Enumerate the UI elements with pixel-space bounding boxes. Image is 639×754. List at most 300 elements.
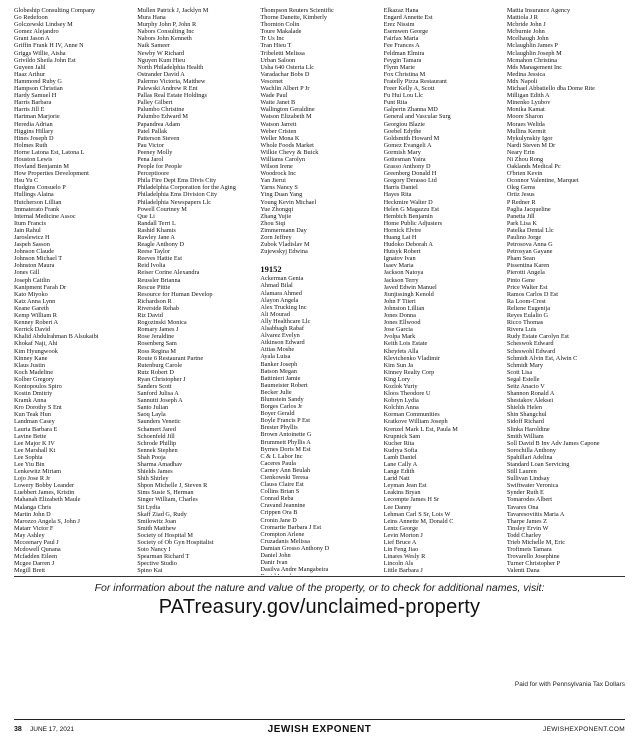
claimant-name: Usha 640 Osteria Llc — [260, 63, 315, 71]
claimant-name: Society of Hospital M — [137, 531, 193, 539]
claimant-name — [14, 575, 132, 576]
claimant-name: Hullings Alaina — [14, 191, 54, 199]
claimant-name: Jones Donna — [383, 312, 416, 320]
claimant-name: Cruzadanis Melissa — [260, 537, 310, 545]
claimant-name: Mcdowell Qunana — [14, 546, 61, 554]
claimant-name: Harris Jill E — [14, 106, 45, 114]
claimant-name: Mcgee Darren J — [14, 560, 55, 568]
claimant-name: Golczewski Lindsey M — [14, 21, 73, 29]
claimant-name: Spearman Richard T — [137, 553, 190, 561]
claimant-name: Neary Erin — [506, 148, 535, 156]
claimant-name: Griggs Willie, Aisha — [14, 49, 66, 57]
claimant-name: Spino Kai — [137, 567, 163, 575]
claimant-name: Reussler Brianna — [137, 276, 181, 284]
claimant-name: Marozzo Angela S, John J — [14, 517, 80, 525]
claimant-name: Ignatov Ivan — [383, 255, 416, 263]
claimant-name: Clauss Claire Est — [260, 481, 304, 489]
claimant-name: Route 6 Restaurant Partne — [137, 354, 204, 362]
claimant-name: Cienkowski Teresa — [260, 474, 309, 481]
claimant-name: Keith Lois Estate — [383, 340, 428, 348]
claimant-name: Kheyfets Alla — [383, 347, 419, 355]
claimant-name: Alvarez Evelyn — [260, 332, 300, 340]
claimant-name: Patterson Steven — [137, 134, 180, 142]
claimant-name: Nabors John Kenneth — [137, 35, 192, 43]
claimant-name: Monika Kamat — [506, 106, 545, 114]
claimant-name: Khalid Abdulrahman B Alsukaibi — [14, 333, 99, 341]
claimant-name: Park Lisa K — [506, 219, 537, 227]
claimant-name: Danir Ivan — [260, 559, 288, 567]
claimant-name: Griffin Frank H IV, Anne N — [14, 42, 84, 50]
claimant-name: Philadelphia Newspapers Llc — [137, 198, 211, 206]
claimant-name: May Ashley — [14, 531, 45, 539]
claimant-name: Schmidt Mary — [506, 361, 544, 369]
claimant-name: Zorn Jeffrey — [260, 234, 292, 241]
claimant-name: Shpon Michelle J, Steven R — [137, 482, 208, 490]
claimant-name: Sorochilla Anthony — [506, 446, 556, 454]
claimant-name: Newby W Richard — [137, 49, 185, 57]
claimant-name: Paglia Jacqueline — [506, 205, 551, 213]
claimant-name: Helen G Magazzu Est — [383, 205, 440, 213]
claimant-name: How Properties Development — [14, 170, 89, 178]
claimant-name: Mattiola J R — [506, 14, 538, 22]
claimant-name: Martin John D — [14, 510, 51, 518]
claimant-name: Scott Lisa — [506, 368, 533, 376]
claimant-name: Woodrock Inc — [260, 170, 297, 178]
claimant-name: Lincoln Als — [383, 560, 414, 568]
claimant-name: Sullivan Lindsay — [506, 475, 550, 483]
claimant-name: Mcmahon Christina — [506, 56, 558, 64]
claimant-name: Hutsyk Robert — [383, 248, 421, 256]
claimant-name: Gomez Evangeli A — [383, 141, 432, 149]
claimant-name: Huang Lai H — [383, 234, 417, 241]
claimant-name: Sidoff Richard — [506, 418, 544, 426]
claimant-name: Becker Julie — [260, 388, 292, 396]
claimant-name: Keane Gareth — [14, 304, 49, 312]
claimant-name: Rescue Pittie — [137, 283, 171, 291]
claimant-name: Lee Yiu Bin — [14, 461, 45, 468]
claimant-name: Brown Antoinette G — [260, 431, 312, 439]
claimant-name: Patel Pallak — [137, 127, 168, 135]
claimant-name: O'brien Kevin — [506, 170, 543, 178]
claimant-name: Alamara Ahmed — [260, 289, 302, 297]
claimant-name: Kobryn Lydia — [383, 397, 419, 405]
claimant-name: Watson Elizabeth M — [260, 113, 312, 121]
claimant-name: Johnson Claude — [14, 248, 55, 256]
claimant-name: Slinka Haroldine — [506, 425, 550, 433]
footer-rule — [14, 719, 625, 720]
claimant-name: Smith Matthew — [137, 524, 177, 532]
claimant-name: Tavaresoviitis Maria A — [506, 510, 565, 518]
claimant-name: Cravand Jeannine — [260, 502, 306, 510]
claimant-name: Segal Estelle — [506, 375, 540, 383]
claimant-name: Lange Edith — [383, 468, 415, 476]
claimant-name: Mcburnie John — [506, 28, 545, 36]
claimant-name: Kinney Realty Corp — [383, 368, 435, 376]
claimant-name: Petrosyan Gayane — [506, 248, 553, 256]
publication-name: JEWISH EXPONENT — [267, 724, 372, 735]
claimant-name: Jaspeh Sasson — [14, 241, 50, 249]
claimant-name: Thompson Reuters Scientific — [260, 7, 334, 14]
claimant-name: Lentz George — [383, 524, 418, 532]
claimant-name: Kostin Dmitriy — [14, 390, 53, 398]
claimant-name: Kemp William R — [14, 312, 58, 320]
claimant-name: Sanders Scott — [137, 382, 172, 390]
claimant-name: Santo Julian — [137, 404, 169, 412]
claimant-name: Nguyen Kum Hieu — [137, 56, 186, 64]
claimant-name: Tavares Ona — [506, 503, 539, 511]
claimant-name: Oconnor Valentine, Marquet — [506, 177, 579, 185]
claimant-name: Luebbert James, Kristin — [14, 489, 75, 497]
claimant-name: Internal Medicine Assoc — [14, 212, 76, 220]
claimant-name: Houston Lewis — [14, 155, 53, 163]
claimant-name: Singer William, Charles — [137, 496, 198, 504]
claimant-name: Mclaughlin Joseph M — [506, 49, 562, 57]
claimant-name: Sanford Julisa A — [137, 390, 179, 398]
claimant-name: Rutz Robert D — [137, 368, 174, 376]
claimant-name: Rivera Luis — [506, 326, 537, 334]
claimant-name: Schoenfeld Jill — [137, 432, 175, 440]
claimant-name: Brummett Phyllis A — [260, 438, 311, 446]
claimant-name: Sims Susie S, Herman — [137, 489, 194, 497]
claimant-name: Thorne Danette, Kimberly — [260, 14, 328, 22]
claimant-name: Young Kevin Michael — [260, 198, 317, 206]
claimant-name: Javed Edwin Manuel — [383, 283, 437, 291]
claimant-name: Baumeister Robert — [260, 381, 308, 389]
claimant-name: Khokaf Naji, Ahi — [14, 340, 58, 348]
claimant-name: Georgiou Blazie — [383, 120, 425, 128]
claimant-name: Greenberg Donald H — [383, 170, 437, 178]
claimant-name: Williams Carolyn — [260, 155, 306, 163]
claimant-name: Ackerman Genia — [260, 275, 304, 283]
treasury-url-link[interactable]: PATreasury.gov/unclaimed-property — [158, 596, 481, 618]
claimant-name: Rosenberg Sam — [137, 340, 177, 348]
claimant-name: Kozlok Yuriy — [383, 382, 418, 390]
claimant-name: Katz Anna Lynn — [14, 297, 56, 305]
claimant-name: Hembich Benjamin — [383, 212, 433, 220]
claimant-name: Funt Rita — [383, 99, 408, 107]
issue-date: JUNE 17, 2021 — [30, 726, 75, 733]
claimant-name: Kolber Gregory — [14, 375, 55, 383]
claimant-name: Ortiz Jesus — [506, 191, 535, 199]
info-text: For information about the nature and value of the property, or to check for additional names, visit: — [94, 582, 545, 594]
claimant-name: Lee Danny — [383, 503, 412, 511]
claimant-name: Rawley Jane A — [137, 234, 175, 241]
claimant-name: Boyer Gerald — [260, 410, 295, 418]
claimant-name: Batson Megan — [260, 367, 297, 375]
claimant-name: Mullins Kermit — [506, 127, 546, 135]
claimant-name: Feygin Tamara — [383, 56, 422, 64]
claimant-name: Trieb Michelle M, Eric — [506, 539, 565, 547]
claimant-name: Larid Natt — [383, 475, 410, 483]
claimant-name: Matarr Victor F — [14, 524, 54, 532]
claimant-name: Yue Zhongqi — [260, 205, 294, 213]
name-columns — [14, 7, 625, 575]
claimant-name: Zubok Vladislav M — [260, 241, 310, 249]
claimant-name: Michael Abbatiello dba Dome Rite — [506, 85, 595, 93]
claimant-name: Hudgins Consuelo P — [14, 184, 66, 192]
claimant-name: Shields James — [137, 468, 173, 476]
claimant-name: Swiftwater Veronica — [506, 482, 559, 490]
claimant-name: Waite Janet B — [260, 99, 296, 107]
claimant-name: Megill Brett — [14, 567, 45, 575]
claimant-name: Esemwen George — [383, 28, 429, 36]
claimant-name: Watson Jarrett — [260, 120, 297, 128]
claimant-name: Mura Hana — [137, 14, 166, 22]
claimant-name: Philadelphia Ems Division City — [137, 191, 218, 199]
claimant-name: Jose Garcia — [383, 326, 413, 334]
claimant-name: Kratkove William Joseph — [383, 418, 448, 426]
claimant-name: Panetta Jill — [506, 212, 535, 220]
claimant-name: Perceptioore — [137, 170, 170, 178]
claimant-name: Fratelly Pizza Restaurant — [383, 77, 447, 85]
claimant-name: Saoq Layla — [137, 411, 166, 419]
page-footer — [14, 724, 625, 740]
claimant-name: Grivildo Sheila John Est — [14, 56, 76, 64]
claimant-name: Higgins Hillary — [14, 127, 54, 135]
claimant-name — [260, 573, 378, 575]
claimant-name: Reagle Anthony D — [137, 241, 185, 249]
claimant-name: Valenti Dana — [506, 567, 540, 575]
claimant-name: Conrad Reba — [260, 495, 294, 503]
claimant-name: Grant Jason A — [14, 35, 50, 43]
claimant-name: Schamert Jared — [137, 425, 176, 433]
claimant-name: Holmes Ruth — [14, 141, 48, 149]
claimant-name: Shestakov Aleksei — [506, 397, 554, 405]
claimant-name: Galperin Zhanna MD — [383, 106, 438, 114]
claimant-name: Jones Ellwood — [383, 319, 421, 327]
claimant-name — [384, 575, 502, 576]
claimant-name: Rudy Estate Carolyn Est — [506, 333, 569, 341]
claimant-name: Rashid Khamis — [137, 226, 176, 234]
claimant-name: Krupnick Sam — [383, 432, 421, 440]
claimant-name: Trofimets Tamara — [506, 546, 552, 554]
claimant-name: Kro Dorothy S Ent — [14, 404, 62, 412]
claimant-name: Society of Ob Gyn Hospitalist — [137, 539, 214, 547]
spacer — [260, 255, 378, 262]
claimant-name: Lief Bruce A — [383, 539, 417, 547]
claimant-name: Synder Ruth E — [506, 489, 544, 497]
claimant-name: Murphy John P, John R — [137, 21, 197, 29]
column-3 — [260, 7, 378, 575]
claimant-name: Sit Lydia — [137, 503, 161, 511]
claimant-name: Ross Regina M — [137, 347, 177, 355]
claimant-name: Carney Ann Beulah — [260, 466, 311, 474]
claimant-name: King Lory — [383, 375, 411, 383]
claimant-name: Grasso Anthony D — [383, 163, 431, 171]
claimant-name: Hutcherson Lillian — [14, 198, 62, 206]
claimant-name: Klevichenko Vladimir — [383, 354, 440, 362]
claimant-name: Lee Marshall Kt — [14, 446, 56, 454]
claimant-name: Tribeletti Melissa — [260, 49, 305, 57]
claimant-name: Rose Jeraldine — [137, 333, 175, 341]
claimant-name: Todd Charley — [506, 531, 542, 539]
claimant-name: Goebel Edythe — [383, 127, 422, 135]
claimant-name: Hudoko Deborah A — [383, 241, 433, 249]
claimant-name: Thornton Colin — [260, 21, 300, 29]
column-2 — [137, 7, 255, 575]
claimant-name: Leins Annette M, Donald C — [383, 517, 454, 525]
claimant-name: Kinney Kane — [14, 354, 48, 362]
claimant-name: Kato Miyoko — [14, 290, 48, 298]
claimant-name: Ramos Carlos D Est — [506, 290, 559, 298]
claimant-name: Gottesman Yaira — [383, 155, 426, 163]
claimant-name: Varadachar Bobs D — [260, 70, 310, 78]
claimant-name: Ryan Christopher J — [137, 375, 186, 383]
claimant-name: Moore Sharon — [506, 113, 544, 121]
claimant-name: Spahillari Adelina — [506, 453, 553, 461]
claimant-name: Palumbo Edward M — [137, 113, 188, 121]
claimant-name: Mdx Napoli — [506, 77, 538, 85]
claimant-name: Shih Shirley — [137, 475, 169, 483]
claimant-name: Battinieri Jamie — [260, 374, 301, 382]
claimant-name: Seitz Anacio V — [506, 382, 545, 390]
claimant-name: Oleg Gems — [506, 184, 536, 192]
claimant-name: Reese Taylor — [137, 248, 171, 256]
claimant-name: Leakins Bryan — [383, 489, 421, 497]
claimant-name: Kun Teak Hun — [14, 411, 51, 419]
claimant-name: Zimmermann Day — [260, 226, 307, 234]
claimant-name: Guyeen Jalil — [14, 63, 46, 71]
column-1 — [14, 7, 132, 575]
claimant-name: Lecompte James H Sr — [383, 496, 440, 504]
claimant-name — [507, 575, 625, 576]
claimant-name: Palumbo Christine — [137, 106, 185, 114]
claimant-name: Harris Daniel — [383, 184, 418, 192]
claimant-name: Mds Management Inc — [506, 63, 563, 71]
claimant-name: Nabors Consulting Inc — [137, 28, 195, 36]
claimant-name: Alayon Angela — [260, 296, 299, 304]
claimant-name: Shah Pooja — [137, 453, 166, 461]
claimant-name: Petrosova Anna G — [506, 241, 553, 249]
claimant-name: Powell Courtney M — [137, 205, 187, 213]
page-number: 38 — [14, 726, 22, 733]
claimant-name: Ally Healthcare Llc — [260, 317, 311, 325]
claimant-name: Ying Duan Yang — [260, 191, 303, 199]
claimant-name: Paulino Jorge — [506, 234, 542, 241]
claimant-name: Standard Loan Servicing — [506, 461, 570, 468]
claimant-name: Linares Wesly R — [383, 553, 426, 561]
claimant-name: Levin Morton J — [383, 531, 423, 539]
claimant-name: Resource for Human Develop — [137, 290, 213, 298]
claimant-name: Naik Sameer — [137, 42, 170, 50]
claimant-name: Mcbride John J — [506, 21, 546, 29]
claimant-name: Blumstein Sandy — [260, 395, 304, 403]
claimant-name: Ayala Luisa — [260, 353, 291, 361]
claimant-name: Soll David B Inv Adv James Capone — [506, 439, 600, 447]
claimant-name: Weber Cristen — [260, 127, 297, 135]
claimant-name: Mcceenary Paul J — [14, 539, 59, 547]
claimant-name: Damian Grosso Anthony D — [260, 544, 330, 552]
claimant-name: Saunders Venetic — [137, 418, 181, 426]
claimant-name: Wilkie Chevy & Buick — [260, 148, 319, 156]
claimant-name: Wachlin Albert P Jr — [260, 85, 310, 93]
claimant-name: Mullen Patrick J, Jacklyn M — [137, 7, 209, 14]
claimant-name: Jones Gill — [14, 269, 40, 277]
claimant-name: People for People — [137, 163, 182, 171]
claimant-name: Tharpe James Z — [506, 517, 548, 525]
claimant-name: Medina Jessica — [506, 70, 546, 78]
claimant-name: Borges Carlos Jr — [260, 403, 303, 411]
claimant-name: Zhang Yujie — [260, 212, 292, 220]
claimant-name: Spective Studio — [137, 560, 177, 568]
claimant-name: Crompton Arlene — [260, 530, 305, 538]
claimant-name: Moraes Welida — [506, 120, 545, 128]
claimant-name: Ra Loom-Crest — [506, 297, 546, 305]
column-4 — [384, 7, 502, 575]
claimant-name: Palermo Victoria, Matthew — [137, 77, 206, 85]
claimant-name: Cronin Jane D — [260, 516, 297, 524]
claimant-name: Gregory Derasso Ltd — [383, 177, 437, 185]
claimant-name: Flynn Marie — [383, 63, 415, 71]
claimant-name: Still Lauren — [506, 468, 537, 476]
claimant-name: Kramk Anna — [14, 397, 47, 405]
claimant-name: Pham Sean — [506, 255, 535, 263]
claimant-name: Smith William — [506, 432, 544, 440]
claimant-name: Shannon Ronald A — [506, 390, 555, 398]
claimant-name: Elkazaz Hana — [383, 7, 419, 14]
claimant-name: Nardi Steven M Dr — [506, 141, 556, 149]
claimant-name: Tomarodes Albert — [506, 496, 553, 504]
claimant-name: Joseph Caitlin — [14, 276, 50, 284]
claimant-name: General and Vascular Surg — [383, 113, 451, 121]
claimant-name: Riz David — [137, 312, 163, 320]
claimant-name: Alsabbagh Rabaf — [260, 325, 304, 333]
claimant-name: Smilowitz Joan — [137, 517, 177, 525]
claimant-name: Wallington Geraldine — [260, 106, 315, 114]
claimant-name: Jackson Terry — [383, 276, 419, 284]
claimant-name: Milligan Edith A — [506, 92, 550, 100]
claimant-name: Toure Makalade — [260, 28, 302, 36]
claimant-name: Peeney Molly — [137, 148, 173, 156]
claimant-name: Crippen Ora B — [260, 509, 298, 517]
claimant-name: Koch Madeline — [14, 368, 53, 376]
claimant-name: Kloos Theodore U — [383, 390, 431, 398]
claimant-name: Ricco Thomas — [506, 319, 544, 327]
claimant-name: Sennek Stephen — [137, 446, 178, 454]
claimant-name: Daniel John — [260, 552, 291, 560]
claimant-name: Wade Paul — [260, 92, 288, 100]
website-link[interactable]: JEWISHEXPONENT.COM — [543, 726, 625, 733]
claimant-name: Reid Ivolia — [137, 262, 166, 270]
claimant-name: Richardson R — [137, 297, 172, 305]
claimant-name: Lane Cally A — [383, 461, 418, 468]
claimant-name: Schrode Phillip — [137, 439, 177, 447]
claimant-name: Turner Christopher P — [506, 560, 561, 568]
claimant-name: Zujewskyj Edwina — [260, 248, 308, 256]
claimant-name: Banker Joseph — [260, 360, 298, 368]
claimant-name: Yarns Nancy S — [260, 184, 298, 192]
claimant-name: Horne Latona Est, Latona L — [14, 148, 85, 156]
claimant-name: Reiser Corine Alexandra — [137, 269, 200, 277]
claimant-name: Little Barbara J — [383, 567, 423, 575]
claimant-name: Pallas Real Estate Holdings — [137, 92, 207, 100]
claimant-name: Scheswok Edward — [506, 340, 554, 348]
claimant-name: Shin Shangchul — [506, 411, 547, 419]
claimant-name: Schmidt Alvin Est, Alwin C — [506, 354, 578, 362]
claimant-name: Fee Frances A — [383, 42, 420, 50]
claimant-name: Pau Victor — [137, 141, 164, 149]
claimant-name: John F Tiieri — [383, 297, 416, 305]
claimant-name: Alex Trucking Inc — [260, 303, 307, 311]
claimant-name: Hsu Yu C — [14, 177, 39, 185]
claimant-name: Kim Hyungwook — [14, 347, 58, 355]
claimant-name: Mcelhaugh John — [506, 35, 549, 43]
claimant-name: Kim Sun Ja — [383, 361, 413, 369]
claimant-name: Minenko Lyubov — [506, 99, 551, 107]
claimant-name: Kanipment Farah Dr — [14, 283, 67, 291]
claimant-name: Engard Annette Est — [383, 14, 433, 22]
claimant-name: Lamb Daniel — [383, 453, 417, 461]
